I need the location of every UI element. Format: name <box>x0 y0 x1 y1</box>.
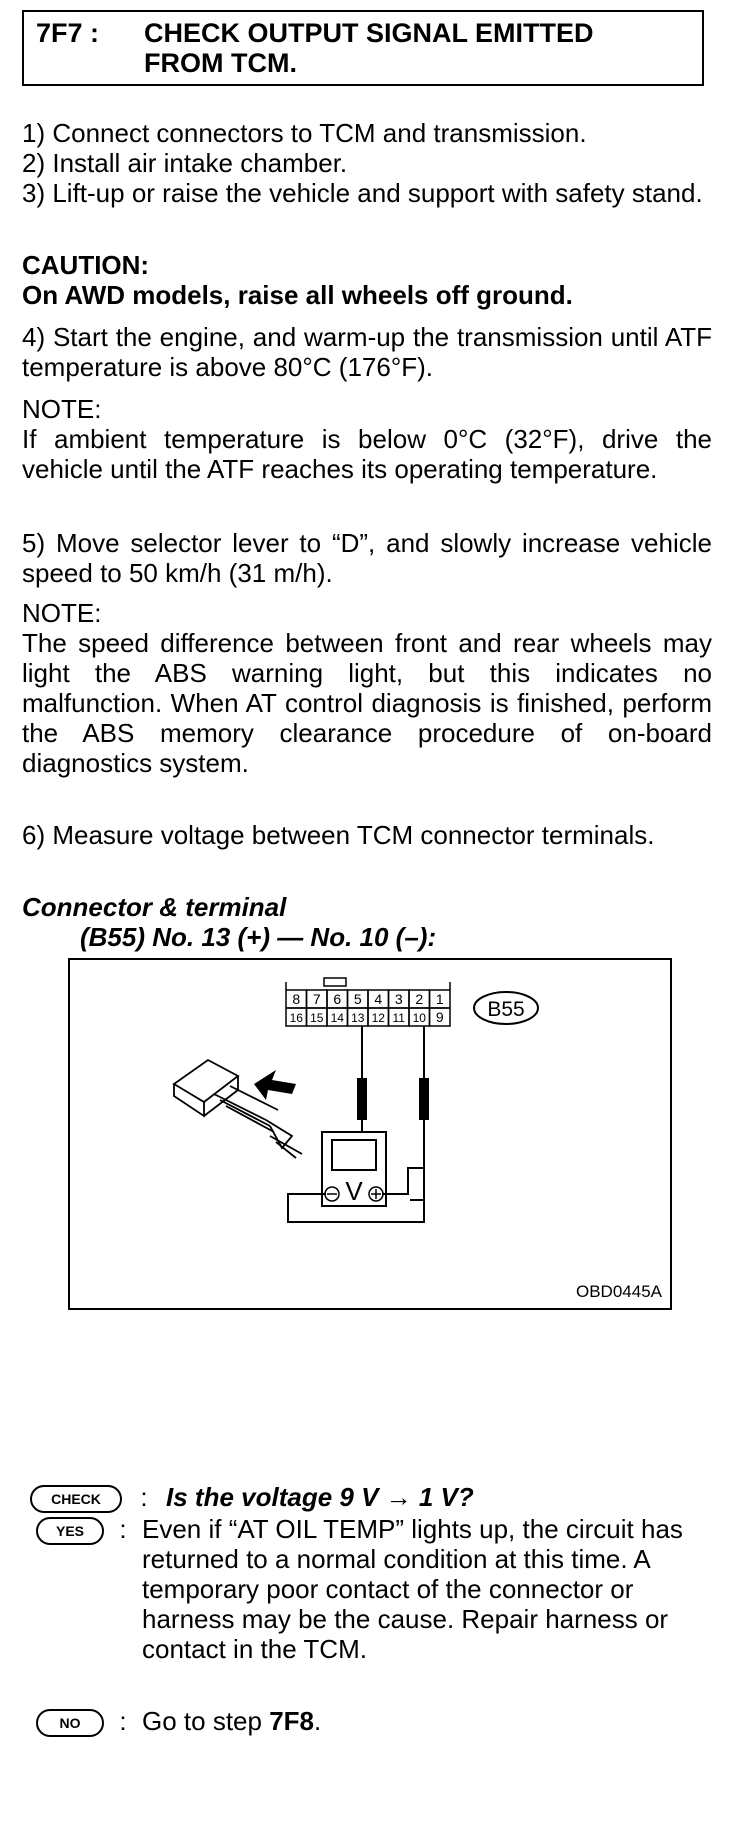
connector-label: B55 <box>487 998 525 1021</box>
step-1: 1) Connect connectors to TCM and transmission. <box>22 118 587 148</box>
manual-page <box>22 10 722 952</box>
terminal-number: 8 <box>292 991 301 1007</box>
caution-text: On AWD models, raise all wheels off ground. <box>22 280 573 310</box>
step-2: 2) Install air intake chamber. <box>22 148 348 178</box>
check-badge: CHECK <box>30 1485 122 1513</box>
terminal-number: 9 <box>435 1009 444 1025</box>
terminal-number: 5 <box>353 991 362 1007</box>
voltmeter <box>322 1132 386 1206</box>
connector-title: Connector & terminal <box>22 892 287 922</box>
connector-tab <box>324 978 346 986</box>
terminal-number: 2 <box>415 991 424 1007</box>
check-question: Is the voltage 9 V → 1 V? <box>166 1482 474 1512</box>
wiring-figure <box>68 958 672 1310</box>
step-code: 7F7 : <box>36 18 100 48</box>
terminal-number: 10 <box>412 1011 426 1025</box>
terminal-number: 3 <box>394 991 403 1007</box>
no-text-prefix: Go to step <box>142 1706 270 1736</box>
step-title-line1: CHECK OUTPUT SIGNAL EMITTED <box>144 18 594 48</box>
note2-label: NOTE: <box>22 598 102 628</box>
terminal-number: 1 <box>435 991 444 1007</box>
step-header <box>22 10 704 86</box>
step-6: 6) Measure voltage between TCM connector terminals. <box>22 820 655 850</box>
direction-arrow-icon <box>254 1070 296 1100</box>
caution-label: CAUTION: <box>22 250 150 280</box>
terminal-number: 11 <box>392 1011 405 1025</box>
connector-spec: (B55) No. 13 (+) — No. 10 (–): <box>80 922 437 952</box>
note1-text: If ambient temperature is below 0°C (32°F), drive the vehicle until the ATF reaches its operating temperature. <box>22 424 712 484</box>
terminal-number: 7 <box>312 991 321 1007</box>
note2-text: The speed difference between front and rear wheels may light the ABS warning light, but this indicates no malfunction. When AT control diagnosis is finished, perform the ABS memory clearance procedure of on-board diagnostics system. <box>22 628 712 778</box>
terminal-number: 4 <box>374 991 383 1007</box>
connector-plug-sketch <box>174 1060 302 1158</box>
step-3: 3) Lift-up or raise the vehicle and support with safety stand. <box>22 178 703 208</box>
no-row: NO : Go to step 7F8. <box>22 1706 722 1737</box>
terminal-grid <box>286 990 450 1026</box>
step-4: 4) Start the engine, and warm-up the transmission until ATF temperature is above 80°C (176°F). <box>22 322 712 382</box>
yes-badge: YES <box>36 1517 104 1545</box>
terminal-number: 14 <box>330 1011 344 1025</box>
terminal-number: 12 <box>371 1011 385 1025</box>
figure-id: OBD0445A <box>576 1282 662 1301</box>
no-step-link: 7F8 <box>269 1706 314 1736</box>
no-text <box>142 1706 722 1737</box>
yes-row: YES : Even if “AT OIL TEMP” lights up, the circuit has returned to a normal condition at this time. A temporary poor contact of the connector or harness may be the cause. Repair harness or contact in the TCM. <box>22 1514 722 1664</box>
voltmeter-symbol: V <box>345 1176 363 1206</box>
step-5: 5) Move selector lever to “D”, and slowly increase vehicle speed to 50 km/h (31 m/h). <box>22 528 712 588</box>
step-title <box>144 18 702 78</box>
terminal-number: 13 <box>351 1011 365 1025</box>
step-title-line2: FROM TCM. <box>144 48 297 78</box>
note1-label: NOTE: <box>22 394 102 424</box>
terminal-number: 16 <box>289 1011 303 1025</box>
probe-positive <box>357 1078 367 1120</box>
no-badge: NO <box>36 1709 104 1737</box>
terminal-number: 15 <box>310 1011 324 1025</box>
check-row: CHECK : Is the voltage 9 V → 1 V? <box>22 1482 722 1513</box>
yes-text: Even if “AT OIL TEMP” lights up, the circuit has returned to a normal condition at this time. A temporary poor contact of the connector or harness may be the cause. Repair harness or contact in the TCM. <box>142 1514 683 1664</box>
probe-negative <box>419 1078 429 1120</box>
wiring-diagram <box>70 960 670 1308</box>
terminal-number: 6 <box>333 991 342 1007</box>
no-text-suffix: . <box>314 1706 322 1736</box>
